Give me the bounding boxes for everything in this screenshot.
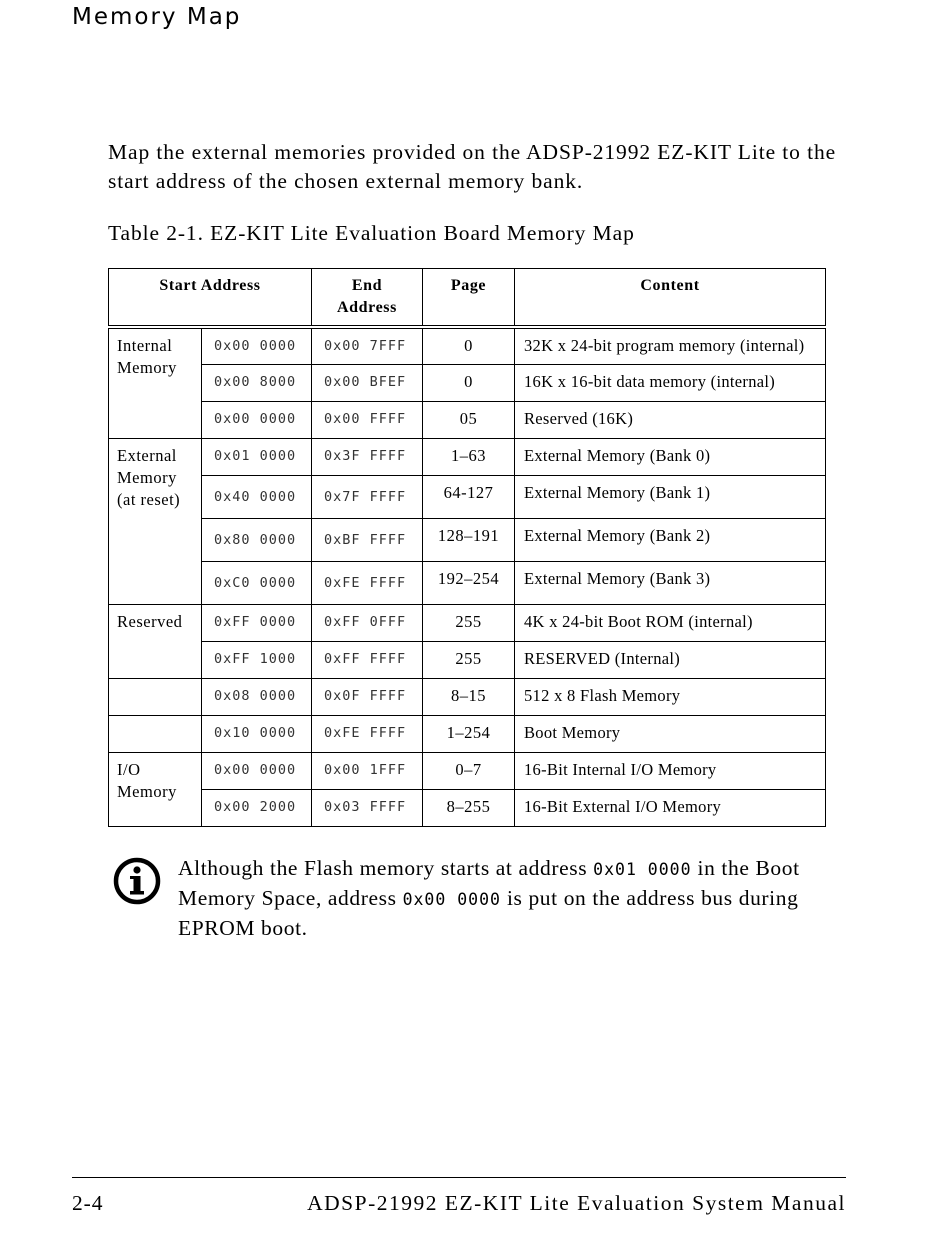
- content-cell: 16-Bit External I/O Memory: [515, 789, 826, 826]
- section-header: Memory Map: [72, 4, 242, 30]
- header-end-address: [312, 269, 423, 328]
- start-address-cell: 0x08 0000: [202, 678, 312, 715]
- start-address-cell: 0x00 8000: [202, 364, 312, 401]
- table-row: [109, 752, 826, 789]
- table-row: [109, 604, 826, 641]
- page-cell: 64-127: [423, 475, 515, 518]
- end-address-cell: 0xBF FFFF: [312, 518, 423, 561]
- content-cell: Reserved (16K): [515, 401, 826, 438]
- content-cell: External Memory (Bank 2): [515, 518, 826, 561]
- page-cell: 255: [423, 604, 515, 641]
- intro-paragraph: Map the external memories provided on the ADSP-21992 EZ-KIT Lite to the start address of the chosen external memory bank.: [108, 140, 837, 193]
- info-icon: [112, 856, 162, 906]
- start-address-cell: 0x01 0000: [202, 438, 312, 475]
- start-address-cell: 0x40 0000: [202, 475, 312, 518]
- content-cell: 4K x 24-bit Boot ROM (internal): [515, 604, 826, 641]
- header-end-line1: End: [351, 277, 383, 294]
- header-content: Content: [515, 269, 826, 328]
- start-address-cell: 0xC0 0000: [202, 561, 312, 604]
- content-cell: External Memory (Bank 3): [515, 561, 826, 604]
- page-cell: 05: [423, 401, 515, 438]
- content-cell: 32K x 24-bit program memory (internal): [515, 327, 826, 364]
- page-cell: 192–254: [423, 561, 515, 604]
- end-address-cell: 0xFE FFFF: [312, 715, 423, 752]
- group-external-memory: External Memory (at reset): [109, 438, 202, 604]
- note-text-part1: Although the Flash memory starts at address: [178, 856, 594, 880]
- table-header-row: [109, 269, 826, 328]
- group-empty-cell: [109, 678, 202, 715]
- start-address-cell: 0x00 0000: [202, 752, 312, 789]
- end-address-cell: 0xFE FFFF: [312, 561, 423, 604]
- note-text: [178, 854, 838, 943]
- content-cell: 16K x 16-bit data memory (internal): [515, 364, 826, 401]
- start-address-cell: 0x00 0000: [202, 401, 312, 438]
- group-empty-cell: [109, 715, 202, 752]
- table-row: [109, 561, 826, 604]
- header-page: Page: [423, 269, 515, 328]
- content-cell: External Memory (Bank 0): [515, 438, 826, 475]
- note-text-part2: in the Boot Memory Space, address: [178, 856, 800, 910]
- start-address-cell: 0x10 0000: [202, 715, 312, 752]
- table-row: [109, 364, 826, 401]
- note-code-flash-address: 0x01 0000: [593, 860, 692, 879]
- end-address-cell: 0x00 FFFF: [312, 401, 423, 438]
- header-start-address: Start Address: [109, 269, 312, 328]
- end-address-cell: 0x0F FFFF: [312, 678, 423, 715]
- start-address-cell: 0x00 0000: [202, 327, 312, 364]
- page-cell: 128–191: [423, 518, 515, 561]
- footer-divider: [72, 1177, 846, 1178]
- content-cell: RESERVED (Internal): [515, 641, 826, 678]
- end-address-cell: 0xFF 0FFF: [312, 604, 423, 641]
- end-address-cell: 0x00 BFEF: [312, 364, 423, 401]
- note-code-bus-address: 0x00 0000: [402, 890, 501, 909]
- footer-page-number: 2-4: [72, 1191, 104, 1215]
- table-row: [109, 475, 826, 518]
- table-row: [109, 327, 826, 364]
- start-address-cell: 0xFF 1000: [202, 641, 312, 678]
- group-reserved: Reserved: [109, 604, 202, 678]
- table-row: [109, 438, 826, 475]
- start-address-cell: 0x00 2000: [202, 789, 312, 826]
- table-row: [109, 401, 826, 438]
- memory-map-table: [108, 268, 826, 827]
- page-cell: 8–255: [423, 789, 515, 826]
- table-row: [109, 789, 826, 826]
- start-address-cell: 0x80 0000: [202, 518, 312, 561]
- content-cell: External Memory (Bank 1): [515, 475, 826, 518]
- note-block: [112, 854, 838, 943]
- page-cell: 0: [423, 364, 515, 401]
- content-cell: 512 x 8 Flash Memory: [515, 678, 826, 715]
- end-address-cell: 0x00 1FFF: [312, 752, 423, 789]
- group-io-memory: I/O Memory: [109, 752, 202, 826]
- footer-manual-title: ADSP-21992 EZ-KIT Lite Evaluation System Manual: [307, 1191, 846, 1215]
- page-cell: 1–254: [423, 715, 515, 752]
- end-address-cell: 0x7F FFFF: [312, 475, 423, 518]
- end-address-cell: 0x03 FFFF: [312, 789, 423, 826]
- end-address-cell: 0x3F FFFF: [312, 438, 423, 475]
- content-cell: Boot Memory: [515, 715, 826, 752]
- start-address-cell: 0xFF 0000: [202, 604, 312, 641]
- page-cell: 8–15: [423, 678, 515, 715]
- table-row: [109, 641, 826, 678]
- note-text-part3: is put on the address bus during EPROM boot.: [178, 886, 799, 940]
- page-cell: 1–63: [423, 438, 515, 475]
- table-row: [109, 678, 826, 715]
- content-cell: 16-Bit Internal I/O Memory: [515, 752, 826, 789]
- end-address-cell: 0xFF FFFF: [312, 641, 423, 678]
- end-address-cell: 0x00 7FFF: [312, 327, 423, 364]
- page-cell: 255: [423, 641, 515, 678]
- table-caption: Table 2-1. EZ-KIT Lite Evaluation Board Memory Map: [108, 221, 635, 245]
- page-cell: 0–7: [423, 752, 515, 789]
- header-end-line2: Address: [337, 299, 397, 316]
- page-cell: 0: [423, 327, 515, 364]
- table-row: [109, 518, 826, 561]
- table-row: [109, 715, 826, 752]
- group-internal-memory: Internal Memory: [109, 327, 202, 438]
